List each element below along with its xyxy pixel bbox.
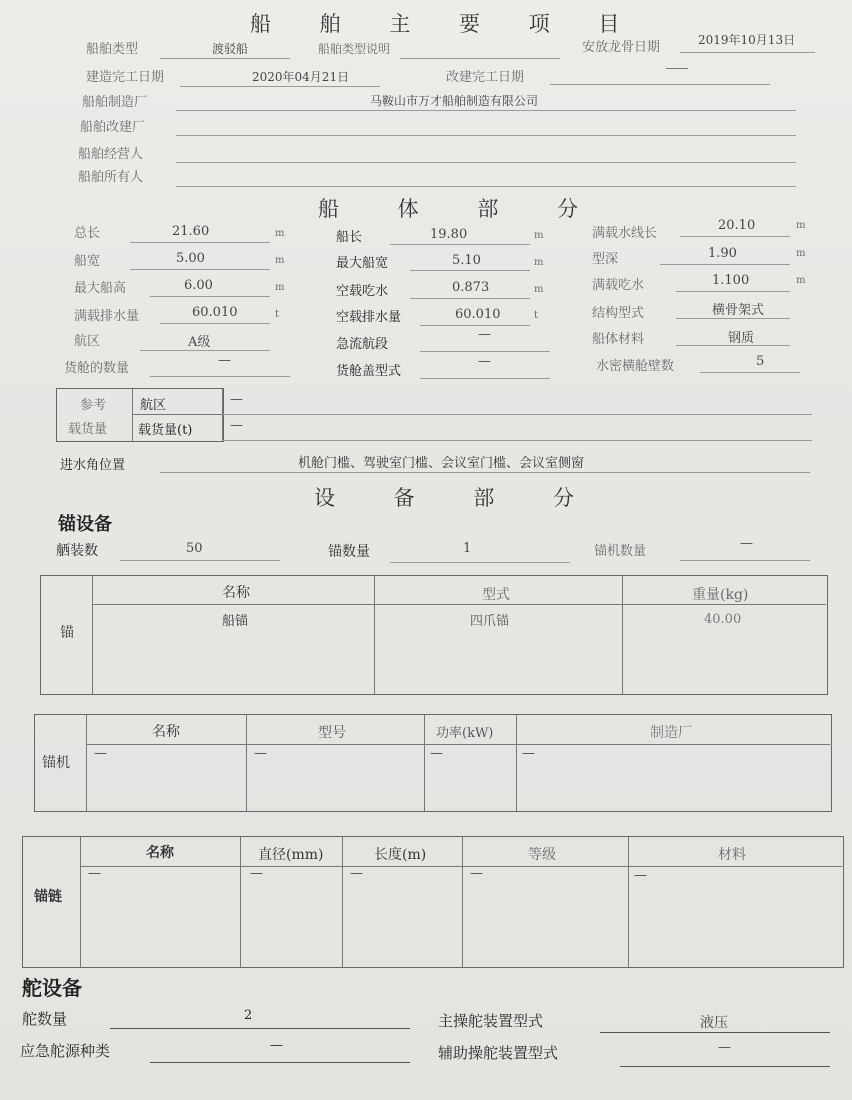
rudder-count-line [110,1028,410,1029]
length-label: 船长 [336,230,363,245]
main-title: 船 舶 主 要 项 目 [250,12,622,36]
windlass-side-label: 锚机 [42,755,70,771]
empty-disp-line [420,325,530,326]
emergency-value: — [270,1038,283,1053]
windlass-cell-model: — [254,746,267,761]
main-steer-line [600,1032,830,1033]
loa-value: 21.60 [172,224,210,239]
full-disp-label: 满载排水量 [74,309,140,324]
ref-load-label: 载货量(t) [138,423,193,438]
ref-area-label: 航区 [140,398,167,413]
empty-draft-label: 空载吃水 [336,284,389,299]
ref-label-2: 载货量 [68,422,108,437]
chain-cell-grade: — [470,866,483,881]
anchor-count-value: 1 [463,541,472,556]
anchor-cell-weight: 40.00 [704,612,742,627]
structure-label: 结构型式 [592,306,645,321]
loa-label: 总长 [74,226,101,241]
depth-value: 1.90 [708,246,737,261]
anchor-side-label: 锚 [60,625,74,641]
windlass-count-line [680,560,810,561]
empty-draft-value: 0.873 [452,280,490,295]
anchor-section-title: 锚设备 [58,514,112,535]
emergency-label: 应急舵源种类 [20,1042,111,1060]
anchor-col-2 [374,576,375,694]
equipment-section-title: 设 备 部 分 [314,486,577,510]
full-disp-value: 60.010 [192,305,238,320]
chain-header-material: 材料 [718,847,746,863]
outfit-line [120,560,280,561]
ref-load-value: — [230,418,243,433]
length-value: 19.80 [430,227,468,242]
builder-label: 船舶制造厂 [82,95,148,110]
windlass-col-1 [86,715,87,811]
material-value: 钢质 [728,331,755,346]
keel-date-label: 安放龙骨日期 [582,40,661,55]
main-steer-value: 液压 [700,1015,728,1031]
chain-cell-name: — [88,866,101,881]
windlass-header-name: 名称 [152,724,180,740]
bulkhead-value: 5 [756,354,765,369]
depth-line [660,264,790,265]
anchor-header-type: 型式 [482,587,510,603]
ref-label-1: 参考 [80,398,107,413]
windlass-header-power: 功率(kW) [436,726,494,741]
windlass-col-3 [424,715,425,811]
ref-divider-h [133,414,223,415]
empty-disp-value: 60.010 [455,307,501,322]
chain-header-grade: 等级 [528,847,556,863]
full-draft-line [676,291,790,292]
operator-line [176,162,796,163]
holds-line [150,376,290,377]
windlass-col-4 [516,715,517,811]
ref-area-value: — [230,392,243,407]
ref-area-line [222,414,812,415]
rudder-section-title: 舵设备 [22,976,82,1000]
windlass-cell-name: — [94,746,107,761]
hatch-value: — [478,354,491,369]
build-date-label: 建造完工日期 [86,70,165,85]
beam-label: 船宽 [74,254,101,269]
holds-label: 货舱的数量 [64,361,130,376]
area-value: A级 [188,335,211,350]
chain-cell-material: — [634,868,647,883]
windlass-header-line [87,744,830,745]
hull-section-title: 船 体 部 分 [318,197,581,221]
windlass-col-2 [246,715,247,811]
empty-draft-line [410,298,530,299]
rapids-line [420,351,550,352]
chain-header-length: 长度(m) [374,847,427,863]
chain-cell-diameter: — [250,866,263,881]
builder-line [176,110,796,111]
hatch-line [420,378,550,379]
length-unit: m [534,230,544,241]
anchor-header-name: 名称 [222,585,250,601]
anchor-header-line [93,604,826,605]
chain-side-label: 锚链 [34,889,62,905]
keel-date-line [680,52,815,53]
ref-load-line [222,440,812,441]
anchor-col-1 [92,576,93,694]
beam-value: 5.00 [176,251,205,266]
loa-line [130,242,270,243]
windlass-header-model: 型号 [318,725,346,741]
windlass-header-maker: 制造厂 [650,725,692,741]
anchor-cell-type: 四爪锚 [470,614,510,629]
main-steer-label: 主操舵装置型式 [438,1012,544,1030]
area-line [140,350,270,351]
outfit-value: 50 [186,541,203,556]
empty-disp-label: 空载排水量 [336,310,402,325]
outfit-label: 舾装数 [56,543,98,559]
length-line [390,244,530,245]
windlass-count-label: 锚机数量 [594,544,647,559]
chain-header-name: 名称 [146,845,174,861]
windlass-cell-maker: — [522,746,535,761]
windlass-count-value: — [740,536,753,551]
material-line [676,345,790,346]
flood-value: 机舱门槛、驾驶室门槛、会议室门槛、会议室侧窗 [298,456,585,471]
modifier-label: 船舶改建厂 [80,120,146,135]
anchor-count-label: 锚数量 [328,544,370,560]
depth-unit: m [796,248,806,259]
ship-type-line [160,58,290,59]
ship-type-desc-line [400,58,560,59]
beam-unit: m [275,255,285,266]
chain-col-1 [80,837,81,967]
max-height-value: 6.00 [184,278,213,293]
max-height-label: 最大船高 [74,281,127,296]
max-beam-unit: m [534,257,544,268]
depth-label: 型深 [592,252,619,267]
aux-steer-line [620,1066,830,1067]
chain-col-3 [342,837,343,967]
anchor-cell-name: 船锚 [222,614,249,629]
wl-value: 20.10 [718,218,756,233]
chain-header-line [81,866,842,867]
material-label: 船体材料 [592,332,645,347]
anchor-col-3 [622,576,623,694]
builder-value: 马鞍山市万才船舶制造有限公司 [370,94,539,108]
ship-type-label: 船舶类型 [86,42,139,57]
keel-date-value: 2019年10月13日 [698,33,796,47]
bulkhead-line [700,372,800,373]
mod-date-line [550,84,770,85]
holds-value: — [218,353,231,368]
wl-unit: m [796,220,806,231]
chain-col-2 [240,837,241,967]
full-draft-label: 满载吃水 [592,278,645,293]
windlass-cell-power: — [430,746,443,761]
full-draft-unit: m [796,275,806,286]
max-beam-value: 5.10 [452,253,481,268]
chain-col-4 [462,837,463,967]
anchor-header-weight: 重量(kg) [692,587,749,603]
max-beam-label: 最大船宽 [336,256,389,271]
max-height-unit: m [275,282,285,293]
owner-label: 船舶所有人 [78,170,144,185]
max-height-line [150,296,270,297]
full-disp-unit: t [275,309,280,320]
bulkhead-label: 水密横舱壁数 [596,359,675,374]
ship-type-desc-label: 船舶类型说明 [318,42,391,56]
keel-date-short [666,68,688,69]
modifier-line [176,135,796,136]
aux-steer-label: 辅助操舵装置型式 [438,1044,559,1062]
beam-line [130,269,270,270]
chain-cell-length: — [350,866,363,881]
rapids-label: 急流航段 [336,337,389,352]
emergency-line [150,1062,410,1063]
aux-steer-value: — [718,1040,731,1055]
structure-value: 横骨架式 [712,303,765,318]
rudder-count-value: 2 [244,1008,253,1023]
operator-label: 船舶经营人 [78,147,144,162]
ship-type-value: 渡驳船 [212,42,249,56]
mod-date-label: 改建完工日期 [446,70,525,85]
owner-line [176,186,796,187]
ref-divider-v1 [132,389,133,441]
build-date-line [180,86,380,87]
structure-line [676,318,790,319]
ref-divider-v2 [222,389,223,441]
full-disp-line [160,323,270,324]
wl-label: 满载水线长 [592,226,658,241]
hatch-label: 货舱盖型式 [336,364,402,379]
anchor-count-line [390,562,570,563]
flood-label: 进水角位置 [60,458,126,473]
build-date-value: 2020年04月21日 [252,70,350,84]
chain-header-diameter: 直径(mm) [258,847,324,863]
full-draft-value: 1.100 [712,273,750,288]
rudder-count-label: 舵数量 [22,1010,68,1028]
empty-draft-unit: m [534,284,544,295]
empty-disp-unit: t [534,310,539,321]
flood-line [160,472,810,473]
area-label: 航区 [74,334,101,349]
loa-unit: m [275,228,285,239]
rapids-value: — [478,327,491,342]
chain-col-5 [628,837,629,967]
wl-line [680,236,790,237]
max-beam-line [410,270,530,271]
